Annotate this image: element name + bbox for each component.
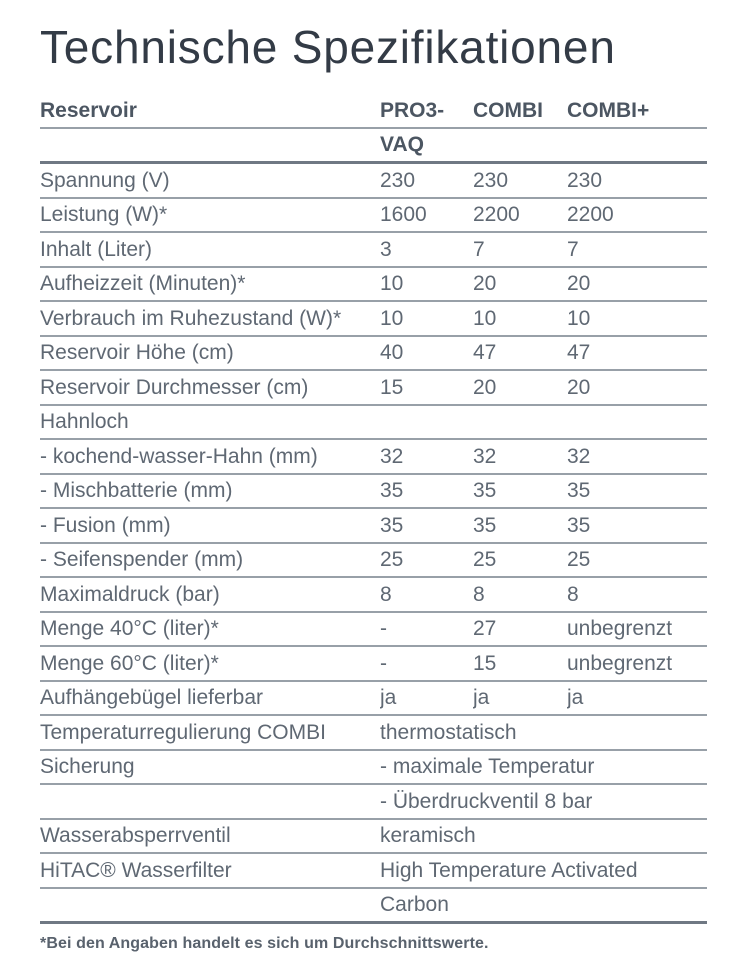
row-label (40, 888, 380, 923)
table-row (40, 888, 707, 923)
row-value: 8 (473, 582, 485, 606)
table-row (40, 750, 707, 785)
row-value (473, 405, 567, 440)
row-value: 35 (473, 513, 497, 537)
row-value: 2200 (567, 203, 614, 227)
row-value: 47 (473, 341, 497, 365)
row-value: 27 (473, 617, 497, 641)
table-row (40, 405, 707, 440)
row-label: Reservoir Durchmesser (cm) (40, 375, 309, 399)
row-value: 10 (380, 272, 404, 296)
table-row (40, 474, 707, 509)
row-value: 1600 (380, 203, 427, 227)
row-label: Maximaldruck (bar) (40, 582, 220, 606)
row-value (567, 128, 707, 163)
table-row (40, 267, 707, 302)
row-span-value: High Temperature Activated (380, 858, 638, 882)
row-label: Temperaturregulierung COMBI (40, 720, 326, 744)
table-row (40, 370, 707, 405)
row-value: 20 (567, 375, 591, 399)
row-value: 35 (380, 479, 404, 503)
row-value: 35 (473, 479, 497, 503)
row-value: VAQ (380, 133, 424, 157)
row-label: Reservoir Höhe (cm) (40, 341, 234, 365)
row-label: - Mischbatterie (mm) (40, 479, 233, 503)
row-value: - (380, 651, 387, 675)
row-value: 10 (567, 306, 591, 330)
table-row (40, 784, 707, 819)
row-value (380, 405, 473, 440)
row-label: Menge 60°C (liter)* (40, 651, 219, 675)
row-value: 230 (380, 168, 416, 192)
row-value: 3 (380, 237, 392, 261)
row-value: 8 (380, 582, 392, 606)
row-value: 25 (567, 548, 591, 572)
row-value: COMBI (473, 98, 543, 122)
row-value: 25 (473, 548, 497, 572)
row-value: 32 (473, 444, 497, 468)
row-value: 32 (567, 444, 591, 468)
row-label: Aufhängebügel lieferbar (40, 686, 264, 710)
table-row (40, 646, 707, 681)
row-label: Sicherung (40, 755, 135, 779)
row-value: ja (567, 686, 584, 710)
row-label: Inhalt (Liter) (40, 237, 153, 261)
row-span-value: - Überdruckventil 8 bar (380, 789, 593, 813)
footnote: *Bei den Angaben handelt es sich um Durchschnittswerte. (40, 935, 489, 953)
row-value (567, 405, 707, 440)
table-row (40, 715, 707, 750)
row-value: 8 (567, 582, 579, 606)
row-label (40, 784, 380, 819)
row-value: 35 (567, 479, 591, 503)
row-value: 25 (380, 548, 404, 572)
spec-table-head (40, 94, 707, 163)
row-value: PRO3- (380, 98, 445, 122)
table-row (40, 543, 707, 578)
row-value: unbegrenzt (567, 617, 673, 641)
row-value: 20 (473, 375, 497, 399)
row-label: Wasserabsperrventil (40, 824, 231, 848)
row-value: 35 (380, 513, 404, 537)
table-row (40, 439, 707, 474)
table-row (40, 681, 707, 716)
row-label (40, 128, 380, 163)
row-value: 2200 (473, 203, 520, 227)
row-label: - Fusion (mm) (40, 513, 171, 537)
table-row (40, 198, 707, 233)
table-row (40, 301, 707, 336)
row-label: Leistung (W)* (40, 203, 168, 227)
row-span-value: thermostatisch (380, 720, 517, 744)
row-value: ja (380, 686, 397, 710)
table-row (40, 94, 707, 128)
row-label: HiTAC® Wasserfilter (40, 858, 232, 882)
table-row (40, 819, 707, 854)
table-row (40, 128, 707, 163)
row-value: 15 (380, 375, 404, 399)
row-value: 20 (473, 272, 497, 296)
row-value: 7 (567, 237, 579, 261)
table-row (40, 853, 707, 888)
row-value: unbegrenzt (567, 651, 673, 675)
row-value: 230 (567, 168, 603, 192)
row-label: Spannung (V) (40, 168, 170, 192)
row-value: ja (473, 686, 490, 710)
row-label: Verbrauch im Ruhezustand (W)* (40, 306, 342, 330)
table-row (40, 612, 707, 647)
row-value: 35 (567, 513, 591, 537)
table-row (40, 232, 707, 267)
row-span-value: Carbon (380, 893, 449, 917)
row-label: Aufheizzeit (Minuten)* (40, 272, 246, 296)
row-value (473, 128, 567, 163)
spec-table-body (40, 163, 707, 923)
row-label: - Seifenspender (mm) (40, 548, 244, 572)
spec-table (40, 94, 707, 924)
table-row (40, 163, 707, 198)
page-title: Technische Spezifikationen (40, 21, 616, 73)
row-value: 47 (567, 341, 591, 365)
row-value: 10 (380, 306, 404, 330)
row-span-value: keramisch (380, 824, 476, 848)
row-value: 40 (380, 341, 404, 365)
row-label: Menge 40°C (liter)* (40, 617, 219, 641)
row-label: Reservoir (40, 98, 137, 122)
row-value: 7 (473, 237, 485, 261)
row-value: COMBI+ (567, 98, 650, 122)
row-value: 10 (473, 306, 497, 330)
row-value: 32 (380, 444, 404, 468)
row-label: Hahnloch (40, 410, 129, 434)
row-label: - kochend-wasser-Hahn (mm) (40, 444, 318, 468)
table-row (40, 508, 707, 543)
row-value: 230 (473, 168, 509, 192)
row-value: 20 (567, 272, 591, 296)
table-row (40, 336, 707, 371)
row-value: 15 (473, 651, 497, 675)
row-span-value: - maximale Temperatur (380, 755, 595, 779)
table-row (40, 577, 707, 612)
row-value: - (380, 617, 387, 641)
